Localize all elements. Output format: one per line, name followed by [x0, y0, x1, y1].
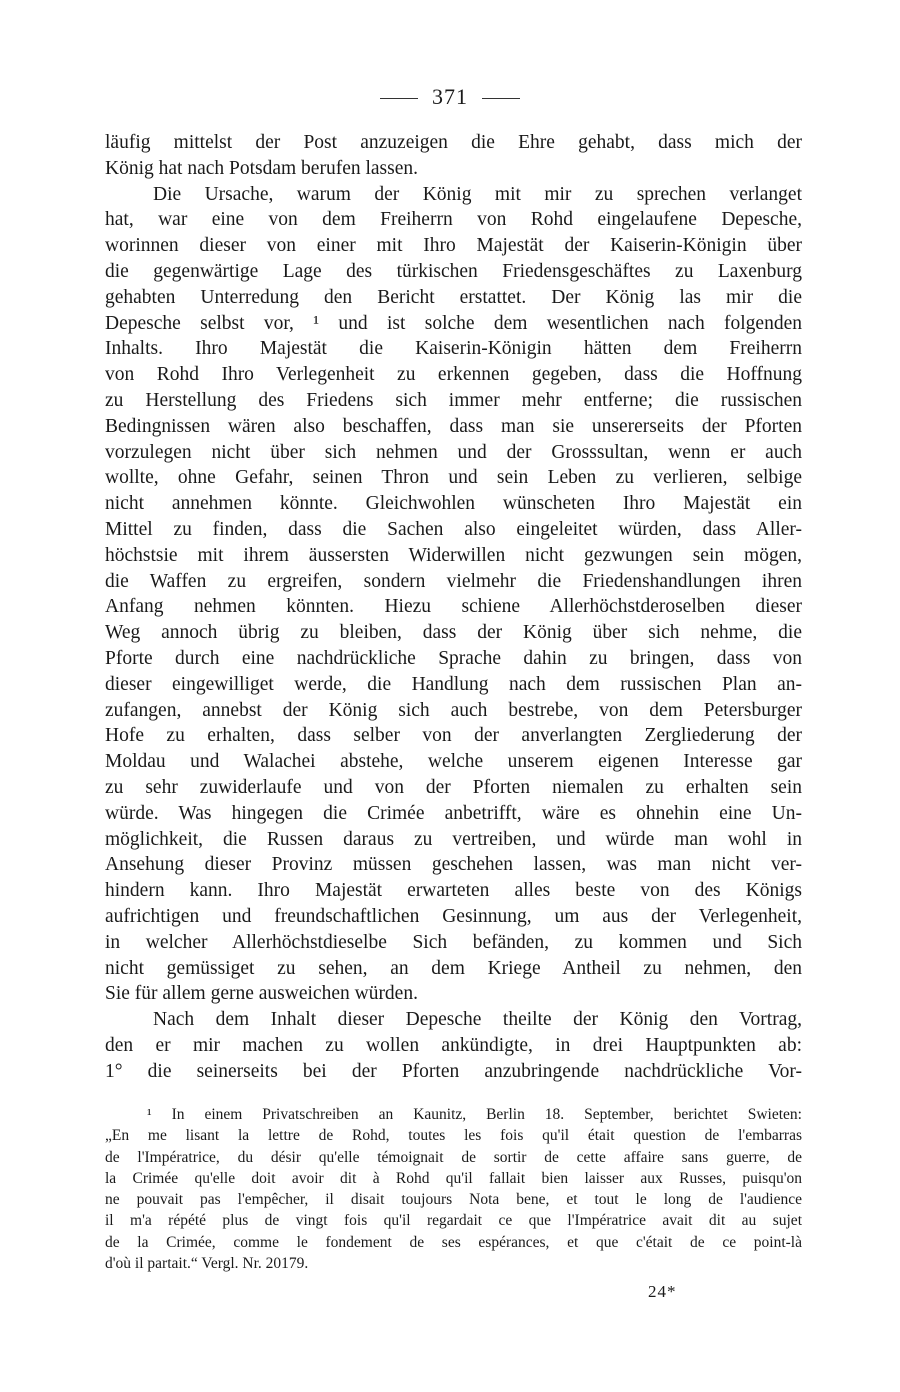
- body-line: wollte, ohne Gefahr, seinen Thron und sein Leben zu verlieren, selbige: [105, 467, 802, 489]
- body-line: möglichkeit, die Russen daraus zu vertreiben, und würde man wohl in: [105, 828, 802, 850]
- footnote-line: il m'a répété plus de vingt fois qu'il regardait ce que l'Impératrice avait dit au sujet: [105, 1212, 802, 1230]
- footnote-line: d'où il partait.“ Vergl. Nr. 20179.: [105, 1255, 309, 1273]
- body-line: läufig mittelst der Post anzuzeigen die Ehre gehabt, dass mich der: [105, 132, 802, 153]
- body-line: Hofe zu erhalten, dass selber von der anverlangten Zergliederung der: [105, 725, 802, 747]
- body-line: würde. Was hingegen die Crimée anbetrifft, wäre es ohnehin eine Un-: [105, 802, 802, 824]
- body-line: Bedingnissen wären also beschaffen, dass man sie unsererseits der Pforten: [105, 415, 802, 437]
- body-line: Die Ursache, warum der König mit mir zu sprechen verlanget: [153, 183, 802, 205]
- body-line: aufrichtigen und freundschaftlichen Gesinnung, um aus der Verlegenheit,: [105, 905, 802, 927]
- body-line: zufangen, annebst der König sich auch bestrebe, von dem Petersburger: [105, 699, 802, 721]
- body-line: Ansehung dieser Provinz müssen geschehen lassen, was man nicht ver-: [105, 854, 802, 876]
- body-line: Anfang nehmen könnten. Hiezu schiene Allerhöchstderoselben dieser: [105, 596, 802, 618]
- page-number: 371: [432, 84, 468, 109]
- footnote-line: „En me lisant la lettre de Rohd, toutes les fois qu'il était question de l'embarras: [105, 1127, 802, 1145]
- body-line: in welcher Allerhöchstdieselbe Sich befänden, zu kommen und Sich: [105, 931, 802, 953]
- body-line: Moldau und Walachei abstehe, welche unserem eigenen Interesse gar: [105, 751, 802, 773]
- body-line: Nach dem Inhalt dieser Depesche theilte der König den Vortrag,: [153, 1009, 802, 1031]
- header-rule-right: [482, 98, 520, 99]
- body-line: 1° die seinerseits bei der Pforten anzubringende nachdrückliche Vor-: [105, 1060, 802, 1082]
- body-line: Inhalts. Ihro Majestät die Kaiserin-Königin hätten dem Freiherrn: [105, 338, 802, 360]
- footnote-line: la Crimée qu'elle doit avoir dit à Rohd qu'il fallait bien laisser aux Russes, puisqu'on: [105, 1169, 802, 1187]
- body-line: König hat nach Potsdam berufen lassen.: [105, 157, 419, 179]
- body-line: zu Herstellung des Friedens sich immer mehr entferne; die russischen: [105, 389, 802, 411]
- footnote-line: ne pouvait pas l'empêcher, il disait toujours Nota bene, et tout le long de l'audience: [105, 1191, 802, 1209]
- body-line: worinnen dieser von einer mit Ihro Majestät der Kaiserin-Königin über: [105, 235, 802, 257]
- header-rule-left: [380, 98, 418, 99]
- body-line: vorzulegen nicht über sich nehmen und der Grosssultan, wenn er auch: [105, 441, 802, 463]
- body-line: Depesche selbst vor, ¹ und ist solche dem wesentlichen nach folgenden: [105, 312, 802, 334]
- body-line: Pforte durch eine nachdrückliche Sprache dahin zu bringen, dass von: [105, 647, 802, 669]
- page-header: [0, 84, 900, 110]
- body-line: dieser eingewilliget werde, die Handlung nach dem russischen Plan an-: [105, 673, 802, 695]
- body-line: hindern kann. Ihro Majestät erwarteten alles beste von des Königs: [105, 880, 802, 902]
- body-line: höchstsie mit ihrem äussersten Widerwillen nicht gezwungen sein mögen,: [105, 544, 802, 566]
- body-line: den er mir machen zu wollen ankündigte, in drei Hauptpunkten ab:: [105, 1034, 802, 1056]
- footnote-line: de l'Impératrice, du désir qu'elle témoignait de sortir de cette affaire sans guerre, de: [105, 1148, 802, 1166]
- body-line: nicht annehmen könnte. Gleichwohlen wünscheten Ihro Majestät ein: [105, 493, 802, 515]
- footnote-line: de la Crimée, comme le fondement de ses espérances, et que c'était de ce point-là: [105, 1233, 802, 1251]
- body-line: nicht gemüssiget zu sehen, an dem Kriege Antheil zu nehmen, den: [105, 957, 802, 979]
- body-line: von Rohd Ihro Verlegenheit zu erkennen gegeben, dass die Hoffnung: [105, 364, 802, 386]
- body-line: die Waffen zu ergreifen, sondern vielmehr die Friedenshandlungen ihren: [105, 570, 802, 592]
- printer-signature-mark: 24*: [648, 1282, 677, 1301]
- footnote-line: ¹ In einem Privatschreiben an Kaunitz, Berlin 18. September, berichtet Swieten:: [147, 1106, 802, 1123]
- body-line: Mittel zu finden, dass die Sachen also eingeleitet würden, dass Aller-: [105, 518, 802, 540]
- body-line: gehabten Unterredung den Bericht erstattet. Der König las mir die: [105, 286, 802, 308]
- body-line: hat, war eine von dem Freiherrn von Rohd eingelaufene Depesche,: [105, 209, 802, 231]
- body-text: [105, 130, 802, 1084]
- body-line: zu sehr zuwiderlaufe und von der Pforten niemalen zu erhalten sein: [105, 776, 802, 798]
- body-line: Weg annoch übrig zu bleiben, dass der König über sich nehme, die: [105, 622, 802, 644]
- body-line: die gegenwärtige Lage des türkischen Friedensgeschäftes zu Laxenburg: [105, 260, 802, 282]
- footnote-block: [105, 1104, 802, 1274]
- body-line: Sie für allem gerne ausweichen würden.: [105, 983, 418, 1005]
